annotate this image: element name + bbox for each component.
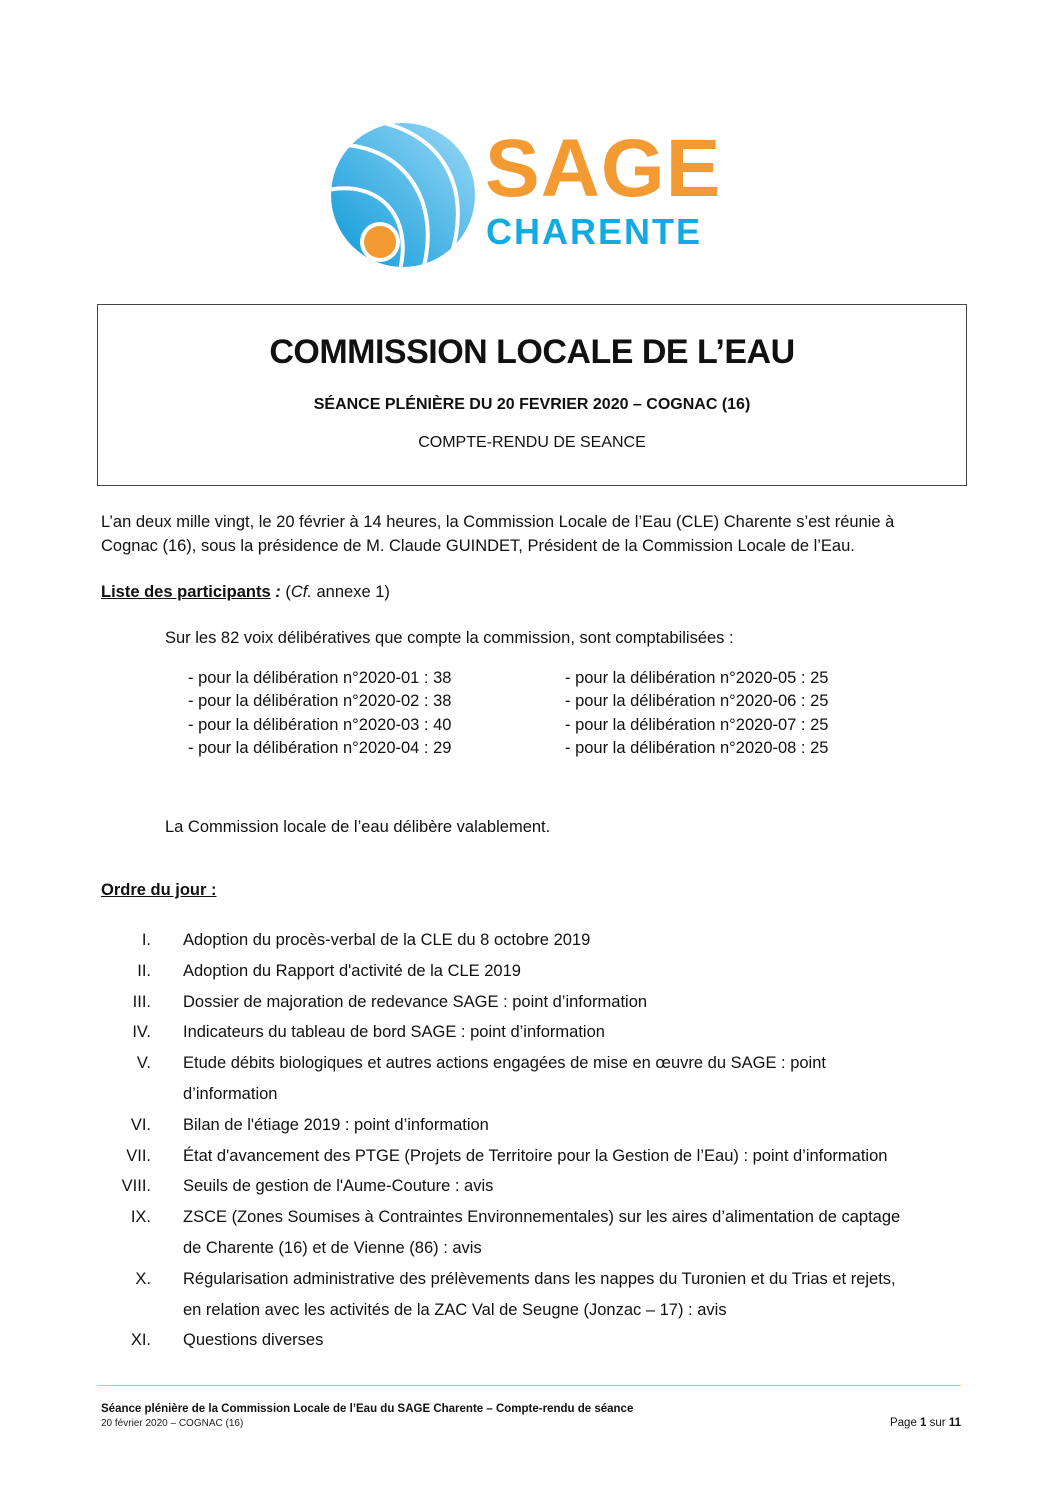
agenda-item	[110, 1171, 970, 1202]
agenda-item	[110, 925, 970, 956]
agenda-item-line: Questions diverses	[183, 1331, 324, 1350]
agenda-item-number: III.	[132, 992, 151, 1011]
agenda-item	[110, 1141, 970, 1172]
agenda-item-line: Bilan de l'étiage 2019 : point d’information	[183, 1115, 489, 1134]
ref-open: (	[280, 583, 291, 601]
page-number	[890, 1417, 961, 1429]
agenda-item	[110, 956, 970, 987]
agenda-item-line: ZSCE (Zones Soumises à Contraintes Environnementales) sur les aires d’alimentation de captage	[183, 1208, 901, 1227]
agenda-item-number: VI.	[130, 1115, 151, 1134]
footer-title: Séance plénière de la Commission Locale de l’Eau du SAGE Charente – Compte-rendu de séance	[101, 1403, 634, 1415]
agenda-item-text	[183, 987, 970, 1018]
vote-count-item: - pour la délibération n°2020-02 : 38	[188, 692, 452, 711]
agenda-item	[110, 987, 970, 1018]
votes-intro: Sur les 82 voix délibératives que compte la commission, sont comptabilisées :	[165, 629, 734, 647]
agenda-item-number: II.	[137, 961, 151, 980]
agenda-item-text	[183, 1048, 970, 1110]
page-prefix: Page	[889, 1417, 921, 1429]
agenda-item-number: VIII.	[121, 1177, 151, 1196]
agenda-heading: Ordre du jour :	[101, 881, 217, 899]
agenda-item-line: d’information	[183, 1084, 278, 1103]
agenda-item-text	[183, 1017, 970, 1048]
intro-line: Cognac (16), sous la présidence de M. Claude GUINDET, Président de la Commission Locale de l’Eau.	[101, 537, 855, 555]
vote-count-item: - pour la délibération n°2020-05 : 25	[565, 669, 829, 687]
agenda-item	[110, 1202, 970, 1264]
page-total: 11	[948, 1417, 961, 1429]
agenda-item-number: V.	[136, 1054, 151, 1073]
agenda-item	[110, 1325, 970, 1356]
logo-sage-text: SAGE	[485, 123, 722, 214]
participants-heading	[101, 580, 390, 604]
ref-cf: Cf.	[290, 583, 312, 601]
agenda-item-number: XI.	[130, 1331, 151, 1350]
agenda-item-line: en relation avec les activités de la ZAC Val de Seugne (Jonzac – 17) : avis	[183, 1300, 727, 1319]
vote-count-item: - pour la délibération n°2020-04 : 29	[188, 738, 452, 757]
agenda-item-line: Adoption du procès-verbal de la CLE du 8 octobre 2019	[183, 931, 591, 949]
agenda-item-number: IX.	[130, 1208, 151, 1227]
agenda-item-text	[183, 925, 970, 956]
agenda-item	[110, 1110, 970, 1141]
ref-annex: annexe 1)	[311, 583, 390, 601]
votes-list-left	[188, 667, 451, 760]
agenda-item-number: X.	[135, 1269, 151, 1288]
agenda-item-number: I.	[141, 931, 151, 949]
participants-colon: :	[270, 583, 281, 601]
agenda-item-text	[183, 1264, 970, 1326]
page-current: 1	[920, 1417, 927, 1429]
sage-charente-logo	[328, 120, 738, 270]
agenda-item-line: Seuils de gestion de l'Aume-Couture : avis	[183, 1177, 494, 1196]
agenda-item-number: VII.	[126, 1146, 151, 1165]
agenda-item-text	[183, 956, 970, 987]
footer-divider	[97, 1385, 961, 1386]
agenda-item-text	[183, 1325, 970, 1356]
agenda-item-line: État d'avancement des PTGE (Projets de Territoire pour la Gestion de l’Eau) : point d’information	[183, 1146, 888, 1165]
votes-list-right	[565, 667, 828, 760]
logo-charente-text: CHARENTE	[486, 211, 703, 252]
vote-count-item: - pour la délibération n°2020-06 : 25	[565, 692, 829, 711]
vote-count-item: - pour la délibération n°2020-03 : 40	[188, 715, 452, 734]
agenda-list	[110, 925, 970, 1356]
intro-line: L’an deux mille vingt, le 20 février à 14 heures, la Commission Locale de l’Eau (CLE) Charente s’est réunie à	[101, 513, 895, 531]
agenda-item-line: Etude débits biologiques et autres actions engagées de mise en œuvre du SAGE : point	[183, 1054, 826, 1073]
agenda-item-text	[183, 1110, 970, 1141]
intro-paragraph	[101, 510, 894, 558]
document-type: COMPTE-RENDU DE SEANCE	[418, 434, 646, 451]
session-subtitle: SÉANCE PLÉNIÈRE DU 20 FEVRIER 2020 – COGNAC (16)	[313, 396, 751, 413]
agenda-item-line: de Charente (16) et de Vienne (86) : avis	[183, 1238, 482, 1257]
footer-date: 20 février 2020 – COGNAC (16)	[101, 1418, 244, 1429]
water-drop-globe-icon	[328, 120, 478, 270]
agenda-item-line: Adoption du Rapport d'activité de la CLE 2019	[183, 961, 521, 980]
vote-count-item: - pour la délibération n°2020-08 : 25	[565, 738, 829, 757]
agenda-item-text	[183, 1171, 970, 1202]
participants-label: Liste des participants	[101, 583, 271, 601]
title-box	[97, 304, 967, 486]
agenda-item-text	[183, 1202, 970, 1264]
quorum-statement: La Commission locale de l’eau délibère valablement.	[165, 818, 551, 836]
agenda-item-number: IV.	[132, 1023, 151, 1042]
agenda-item-line: Régularisation administrative des prélèvements dans les nappes du Turonien et du Trias et rejets,	[183, 1269, 896, 1288]
vote-count-item: - pour la délibération n°2020-01 : 38	[188, 669, 452, 687]
vote-count-item: - pour la délibération n°2020-07 : 25	[565, 715, 829, 734]
page-separator: sur	[926, 1417, 949, 1429]
agenda-item-line: Indicateurs du tableau de bord SAGE : point d’information	[183, 1023, 605, 1042]
agenda-item-line: Dossier de majoration de redevance SAGE : point d’information	[183, 992, 648, 1011]
document-title: COMMISSION LOCALE DE L’EAU	[269, 333, 795, 371]
agenda-item-text	[183, 1141, 970, 1172]
agenda-item	[110, 1048, 970, 1110]
agenda-item	[110, 1264, 970, 1326]
agenda-item	[110, 1017, 970, 1048]
